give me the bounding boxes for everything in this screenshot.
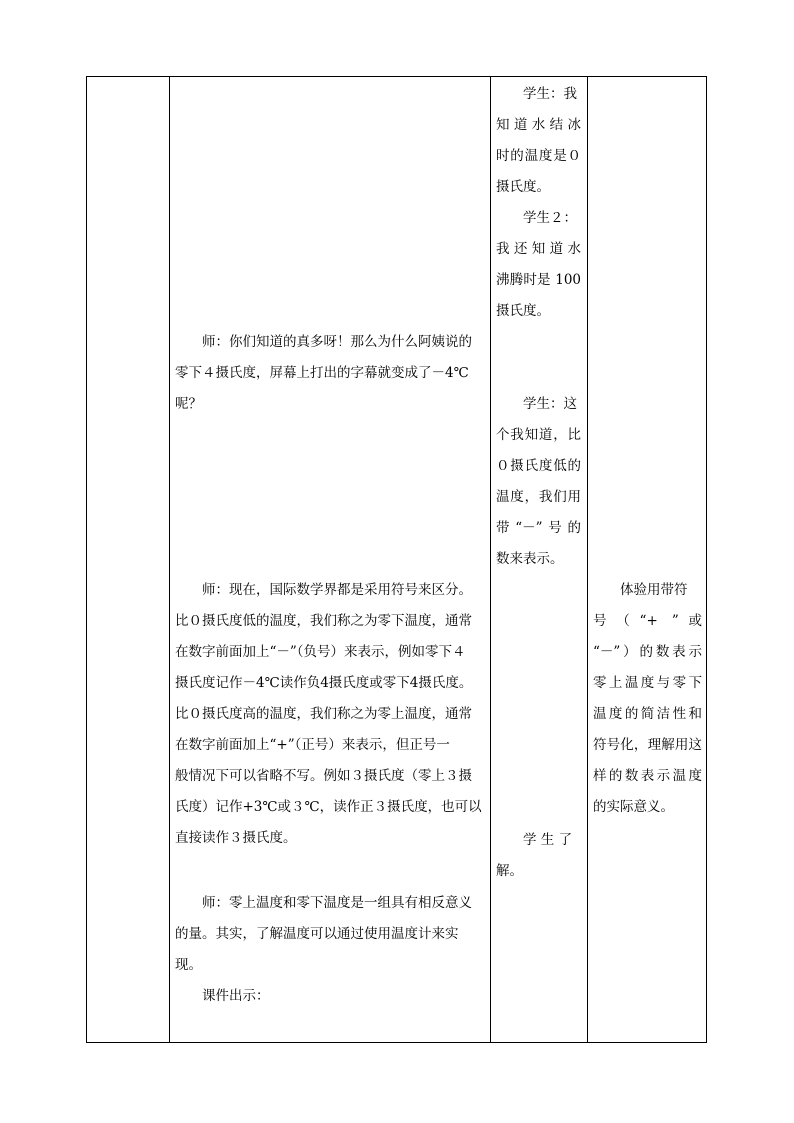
text-line: 学生：我 bbox=[523, 86, 577, 102]
student-answer-4 bbox=[496, 825, 581, 887]
text-line: 带“－”号的 bbox=[496, 520, 581, 536]
text-line: 比０摄氏度高的温度，我们称之为零上温度，通常 bbox=[175, 706, 472, 722]
text-line: 的量。其实，了解温度可以通过使用温度计来实现。 bbox=[175, 926, 459, 973]
text-line: 零下４摄氏度，屏幕上打出的字幕就变成了－4℃ bbox=[175, 365, 469, 381]
text-line: 摄氏度记作－4℃读作负4摄氏度或零下4摄氏度。 bbox=[175, 675, 473, 691]
courseware-label: 课件出示： bbox=[202, 988, 270, 1004]
text-line: 学 生 了 bbox=[523, 832, 573, 848]
text-line: 知道水结冰 bbox=[496, 117, 581, 133]
text-line: 氏度）记作+3℃或３℃，读作正３摄氏度，也可以 bbox=[175, 799, 482, 815]
text-line: 在数字前面加上“－”（负号）来表示，例如零下４ bbox=[175, 644, 466, 660]
student-answer-2 bbox=[496, 203, 581, 327]
text-line: ０摄氏度低的 bbox=[496, 458, 581, 474]
text-line: 零上温度与零下 bbox=[593, 675, 702, 691]
text-line: 温度的简洁性和 bbox=[593, 706, 702, 722]
text-line: 我还知道水 bbox=[496, 241, 581, 257]
column-divider bbox=[587, 77, 588, 1042]
teacher-question bbox=[175, 327, 485, 420]
text-line: 体验用带符 bbox=[620, 582, 688, 598]
text-line: 解。 bbox=[496, 863, 523, 879]
column-divider bbox=[490, 77, 491, 1042]
text-line: 学生２： bbox=[523, 210, 577, 226]
text-line: 在数字前面加上“+”（正号）来表示，但正号一 bbox=[175, 737, 450, 753]
design-intent bbox=[593, 575, 702, 823]
student-answer-3 bbox=[496, 389, 581, 575]
text-line: 温度，我们用 bbox=[496, 489, 581, 505]
student-answer-1 bbox=[496, 79, 581, 203]
text-line: 直接读作３摄氏度。 bbox=[175, 830, 297, 846]
text-line: 沸腾时是 100 bbox=[496, 272, 581, 288]
text-line: 号（“+ ”或 bbox=[593, 613, 702, 629]
text-line: 摄氏度。 bbox=[496, 303, 550, 319]
text-line: 数来表示。 bbox=[496, 551, 564, 567]
teacher-explanation bbox=[175, 575, 485, 854]
text-line: 比０摄氏度低的温度，我们称之为零下温度，通常 bbox=[175, 613, 472, 629]
text-line: 般情况下可以省略不写。例如３摄氏度（零上３摄 bbox=[175, 768, 472, 784]
text-line: 师：你们知道的真多呀！那么为什么阿姨说的 bbox=[202, 334, 472, 350]
text-line: 呢？ bbox=[175, 396, 202, 412]
teacher-summary bbox=[175, 888, 485, 1012]
text-line: 学生：这 bbox=[523, 396, 577, 412]
column-divider bbox=[169, 77, 170, 1042]
text-line: 师：现在，国际数学界都是采用符号来区分。 bbox=[202, 582, 472, 598]
text-line: 个我知道，比 bbox=[496, 427, 581, 443]
text-line: 摄氏度。 bbox=[496, 179, 550, 195]
lesson-table bbox=[86, 76, 707, 1043]
text-line: 符号化，理解用这 bbox=[593, 737, 702, 753]
text-line: “－”）的数表示 bbox=[593, 644, 702, 660]
text-line: 时的温度是０ bbox=[496, 148, 581, 164]
text-line: 样的数表示温度 bbox=[593, 768, 702, 784]
text-line: 师：零上温度和零下温度是一组具有相反意义 bbox=[202, 895, 472, 911]
text-line: 的实际意义。 bbox=[593, 799, 674, 815]
